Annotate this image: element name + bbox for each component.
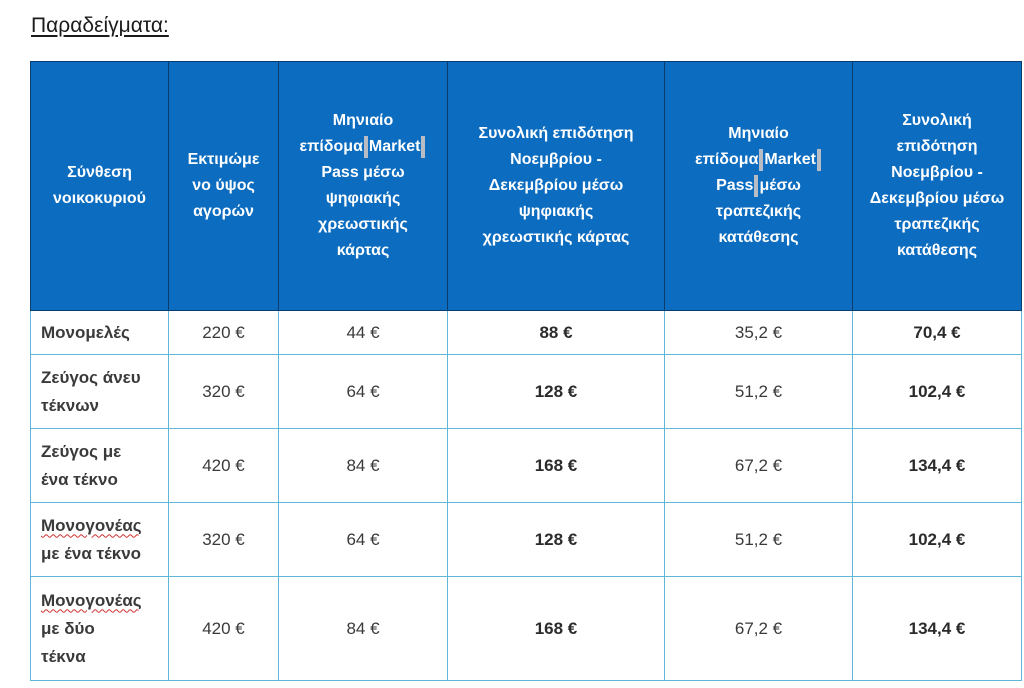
page-heading: Παραδείγματα: (31, 14, 169, 37)
table-row (31, 355, 1022, 429)
household-cell: Μονομελές (31, 311, 169, 355)
header-total-bank-subsidy: Συνολική επιδότηση Νοεμβρίου - Δεκεμβρίου μέσω τραπεζικής κατάθεσης (853, 62, 1022, 311)
monthly-card-cell: 44 € (279, 311, 448, 355)
monthly-card-cell: 84 € (279, 577, 448, 681)
purchases-cell: 420 € (169, 429, 279, 503)
purchases-cell: 220 € (169, 311, 279, 355)
table-row (31, 311, 1022, 355)
monthly-bank-cell: 35,2 € (665, 311, 853, 355)
household-cell: Μονογονέας με ένα τέκνο (31, 503, 169, 577)
total-bank-cell: 134,4 € (853, 577, 1022, 681)
purchases-cell: 320 € (169, 503, 279, 577)
monthly-bank-cell: 67,2 € (665, 429, 853, 503)
header-estimated-purchases: Εκτιμώμε νο ύψος αγορών (169, 62, 279, 311)
total-card-cell: 88 € (448, 311, 665, 355)
total-card-cell: 168 € (448, 429, 665, 503)
total-bank-cell: 102,4 € (853, 503, 1022, 577)
total-bank-cell: 134,4 € (853, 429, 1022, 503)
text-cursor-mark (817, 149, 821, 171)
monthly-card-cell: 64 € (279, 355, 448, 429)
household-cell: Ζεύγος άνευ τέκνων (31, 355, 169, 429)
monthly-card-cell: 64 € (279, 503, 448, 577)
total-card-cell: 128 € (448, 355, 665, 429)
monthly-bank-cell: 67,2 € (665, 577, 853, 681)
header-household-composition: Σύνθεση νοικοκυριού (31, 62, 169, 311)
total-bank-cell: 102,4 € (853, 355, 1022, 429)
household-cell: Μονογονέας με δύο τέκνα (31, 577, 169, 681)
subsidy-examples-table (30, 61, 1022, 681)
table-row (31, 503, 1022, 577)
table-header-row (31, 62, 1022, 311)
table-row (31, 577, 1022, 681)
monthly-bank-cell: 51,2 € (665, 503, 853, 577)
monthly-card-cell: 84 € (279, 429, 448, 503)
total-bank-cell: 70,4 € (853, 311, 1022, 355)
header-total-card-subsidy: Συνολική επιδότηση Νοεμβρίου - Δεκεμβρίου μέσω ψηφιακής χρεωστικής κάρτας (448, 62, 665, 311)
household-cell: Ζεύγος με ένα τέκνο (31, 429, 169, 503)
text-cursor-mark (421, 136, 425, 158)
text-cursor-mark (364, 136, 368, 158)
total-card-cell: 128 € (448, 503, 665, 577)
total-card-cell: 168 € (448, 577, 665, 681)
purchases-cell: 320 € (169, 355, 279, 429)
text-cursor-mark (759, 149, 763, 171)
header-monthly-bank-allowance: Μηνιαίο επίδομα Market Pass μέσω τραπεζικής κατάθεσης (665, 62, 853, 311)
monthly-bank-cell: 51,2 € (665, 355, 853, 429)
header-monthly-card-allowance: Μηνιαίο επίδομα Market Pass μέσω ψηφιακής χρεωστικής κάρτας (279, 62, 448, 311)
purchases-cell: 420 € (169, 577, 279, 681)
text-cursor-mark (754, 175, 758, 197)
table-row (31, 429, 1022, 503)
